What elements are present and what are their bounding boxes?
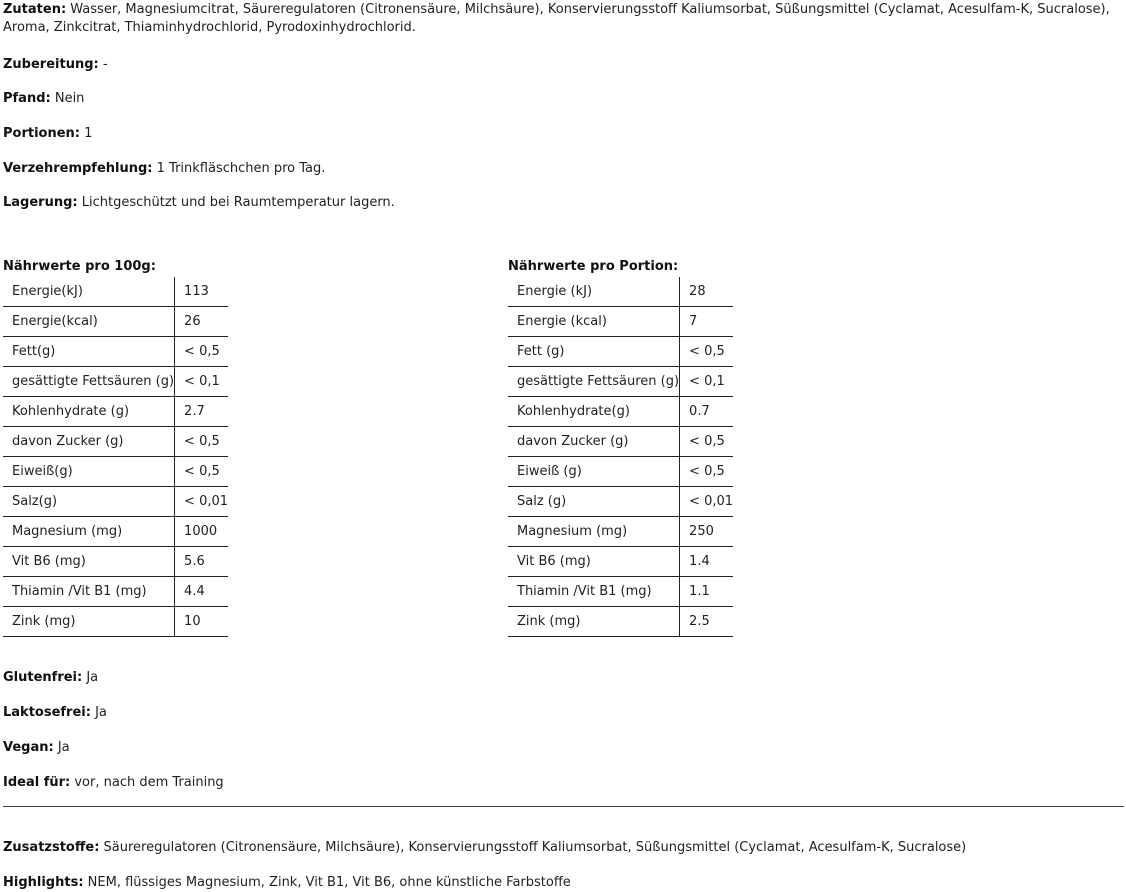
nutrient-name: davon Zucker (g): [3, 427, 175, 457]
nutrient-name: Zink (mg): [508, 607, 680, 637]
nutrient-name: Energie(kJ): [3, 277, 175, 307]
ideal-for-line: [3, 774, 224, 792]
nutrient-name: Kohlenhydrate(g): [508, 397, 680, 427]
additives-value: Säureregulatoren (Citronensäure, Milchsäure), Konservierungsstoff Kaliumsorbat, Süßungsmittel (Cyclamat, Acesulfam-K, Sucralose): [99, 840, 967, 855]
nutrient-value: 2.5: [680, 607, 733, 637]
nutrient-value: < 0,5: [175, 457, 228, 487]
nutrient-name: Fett(g): [3, 337, 175, 367]
nutrient-name: Vit B6 (mg): [508, 547, 680, 577]
nutrient-name: Eiweiß (g): [508, 457, 680, 487]
lactose-free-label: Laktosefrei:: [3, 705, 91, 720]
nutrition-per-portion-table: [508, 277, 733, 637]
nutrient-value: 250: [680, 517, 733, 547]
ingredients-line: [3, 1, 1115, 37]
nutrient-name: Salz (g): [508, 487, 680, 517]
table-row: [508, 577, 733, 607]
nutrient-value: 1.1: [680, 577, 733, 607]
nutrient-name: Kohlenhydrate (g): [3, 397, 175, 427]
additives-label: Zusatzstoffe:: [3, 840, 100, 855]
nutrient-value: < 0,5: [175, 337, 228, 367]
deposit-label: Pfand:: [3, 91, 51, 106]
nutrient-value: 7: [680, 307, 733, 337]
table-row: [3, 607, 228, 637]
preparation-label: Zubereitung:: [3, 57, 99, 72]
nutrient-name: Energie (kJ): [508, 277, 680, 307]
highlights-line: [3, 874, 571, 892]
nutrient-value: < 0,01: [175, 487, 228, 517]
table-row: [508, 547, 733, 577]
nutrient-value: < 0,5: [680, 427, 733, 457]
nutrient-value: < 0,5: [680, 457, 733, 487]
additives-line: [3, 839, 966, 857]
gluten-free-label: Glutenfrei:: [3, 670, 83, 685]
nutrition-per-portion-title: Nährwerte pro Portion:: [508, 259, 679, 274]
table-row: [508, 487, 733, 517]
nutrient-name: Magnesium (mg): [508, 517, 680, 547]
table-row: [508, 457, 733, 487]
table-row: [3, 457, 228, 487]
nutrient-name: gesättigte Fettsäuren (g): [3, 367, 175, 397]
nutrient-value: 1000: [175, 517, 228, 547]
nutrient-name: Zink (mg): [3, 607, 175, 637]
deposit-value: Nein: [50, 91, 85, 106]
nutrient-value: 26: [175, 307, 228, 337]
nutrient-name: Fett (g): [508, 337, 680, 367]
nutrient-name: Magnesium (mg): [3, 517, 175, 547]
nutrient-name: Eiweiß(g): [3, 457, 175, 487]
nutrient-value: < 0,1: [680, 367, 733, 397]
nutrient-value: < 0,1: [175, 367, 228, 397]
nutrient-name: Salz(g): [3, 487, 175, 517]
table-row: [3, 307, 228, 337]
preparation-line: [3, 56, 108, 74]
table-row: [3, 277, 228, 307]
portions-label: Portionen:: [3, 126, 80, 141]
table-row: [3, 577, 228, 607]
table-row: [3, 487, 228, 517]
recommendation-value: 1 Trinkfläschchen pro Tag.: [152, 161, 326, 176]
nutrient-value: < 0,01: [680, 487, 733, 517]
ideal-for-value: vor, nach dem Training: [70, 775, 224, 790]
ingredients-value: Wasser, Magnesiumcitrat, Säureregulatoren (Citronensäure, Milchsäure), Konservierungsstoff Kaliumsorbat, Süßungsmittel (Cyclamat, Acesulfam-K, Sucralose), Aroma, Zinkcitrat, Thiaminhydrochlorid, Pyrodoxinhydrochlorid.: [3, 2, 1110, 35]
table-row: [508, 277, 733, 307]
highlights-value: NEM, flüssiges Magnesium, Zink, Vit B1, Vit B6, ohne künstliche Farbstoffe: [83, 875, 571, 890]
nutrient-value: 28: [680, 277, 733, 307]
nutrient-value: 4.4: [175, 577, 228, 607]
nutrient-name: gesättigte Fettsäuren (g): [508, 367, 680, 397]
vegan-line: [3, 739, 70, 757]
vegan-label: Vegan:: [3, 740, 54, 755]
nutrient-name: Energie(kcal): [3, 307, 175, 337]
nutrient-value: 5.6: [175, 547, 228, 577]
table-row: [3, 397, 228, 427]
table-row: [508, 517, 733, 547]
vegan-value: Ja: [53, 740, 70, 755]
ingredients-label: Zutaten:: [3, 2, 67, 17]
table-row: [508, 397, 733, 427]
table-row: [3, 337, 228, 367]
recommendation-line: [3, 160, 325, 178]
lactose-free-line: [3, 704, 107, 722]
nutrient-name: Energie (kcal): [508, 307, 680, 337]
table-row: [508, 367, 733, 397]
recommendation-label: Verzehrempfehlung:: [3, 161, 153, 176]
table-row: [3, 547, 228, 577]
section-divider: [3, 806, 1124, 807]
nutrition-per-100g-table: [3, 277, 228, 637]
storage-value: Lichtgeschützt und bei Raumtemperatur lagern.: [77, 195, 395, 210]
nutrient-value: 2.7: [175, 397, 228, 427]
nutrient-value: < 0,5: [680, 337, 733, 367]
nutrient-value: 10: [175, 607, 228, 637]
nutrient-name: Thiamin /Vit B1 (mg): [3, 577, 175, 607]
nutrient-name: Vit B6 (mg): [3, 547, 175, 577]
storage-label: Lagerung:: [3, 195, 78, 210]
table-row: [3, 367, 228, 397]
nutrient-value: 1.4: [680, 547, 733, 577]
deposit-line: [3, 90, 84, 108]
gluten-free-line: [3, 669, 98, 687]
table-row: [3, 427, 228, 457]
table-row: [508, 337, 733, 367]
table-row: [508, 607, 733, 637]
nutrient-value: < 0,5: [175, 427, 228, 457]
preparation-value: -: [98, 57, 108, 72]
portions-value: 1: [80, 126, 93, 141]
nutrient-value: 0.7: [680, 397, 733, 427]
nutrient-value: 113: [175, 277, 228, 307]
highlights-label: Highlights:: [3, 875, 84, 890]
ideal-for-label: Ideal für:: [3, 775, 71, 790]
table-row: [508, 307, 733, 337]
nutrient-name: davon Zucker (g): [508, 427, 680, 457]
lactose-free-value: Ja: [90, 705, 107, 720]
table-row: [508, 427, 733, 457]
nutrition-per-100g-title: Nährwerte pro 100g:: [3, 259, 156, 274]
nutrient-name: Thiamin /Vit B1 (mg): [508, 577, 680, 607]
storage-line: [3, 194, 395, 212]
gluten-free-value: Ja: [82, 670, 99, 685]
table-row: [3, 517, 228, 547]
portions-line: [3, 125, 92, 143]
